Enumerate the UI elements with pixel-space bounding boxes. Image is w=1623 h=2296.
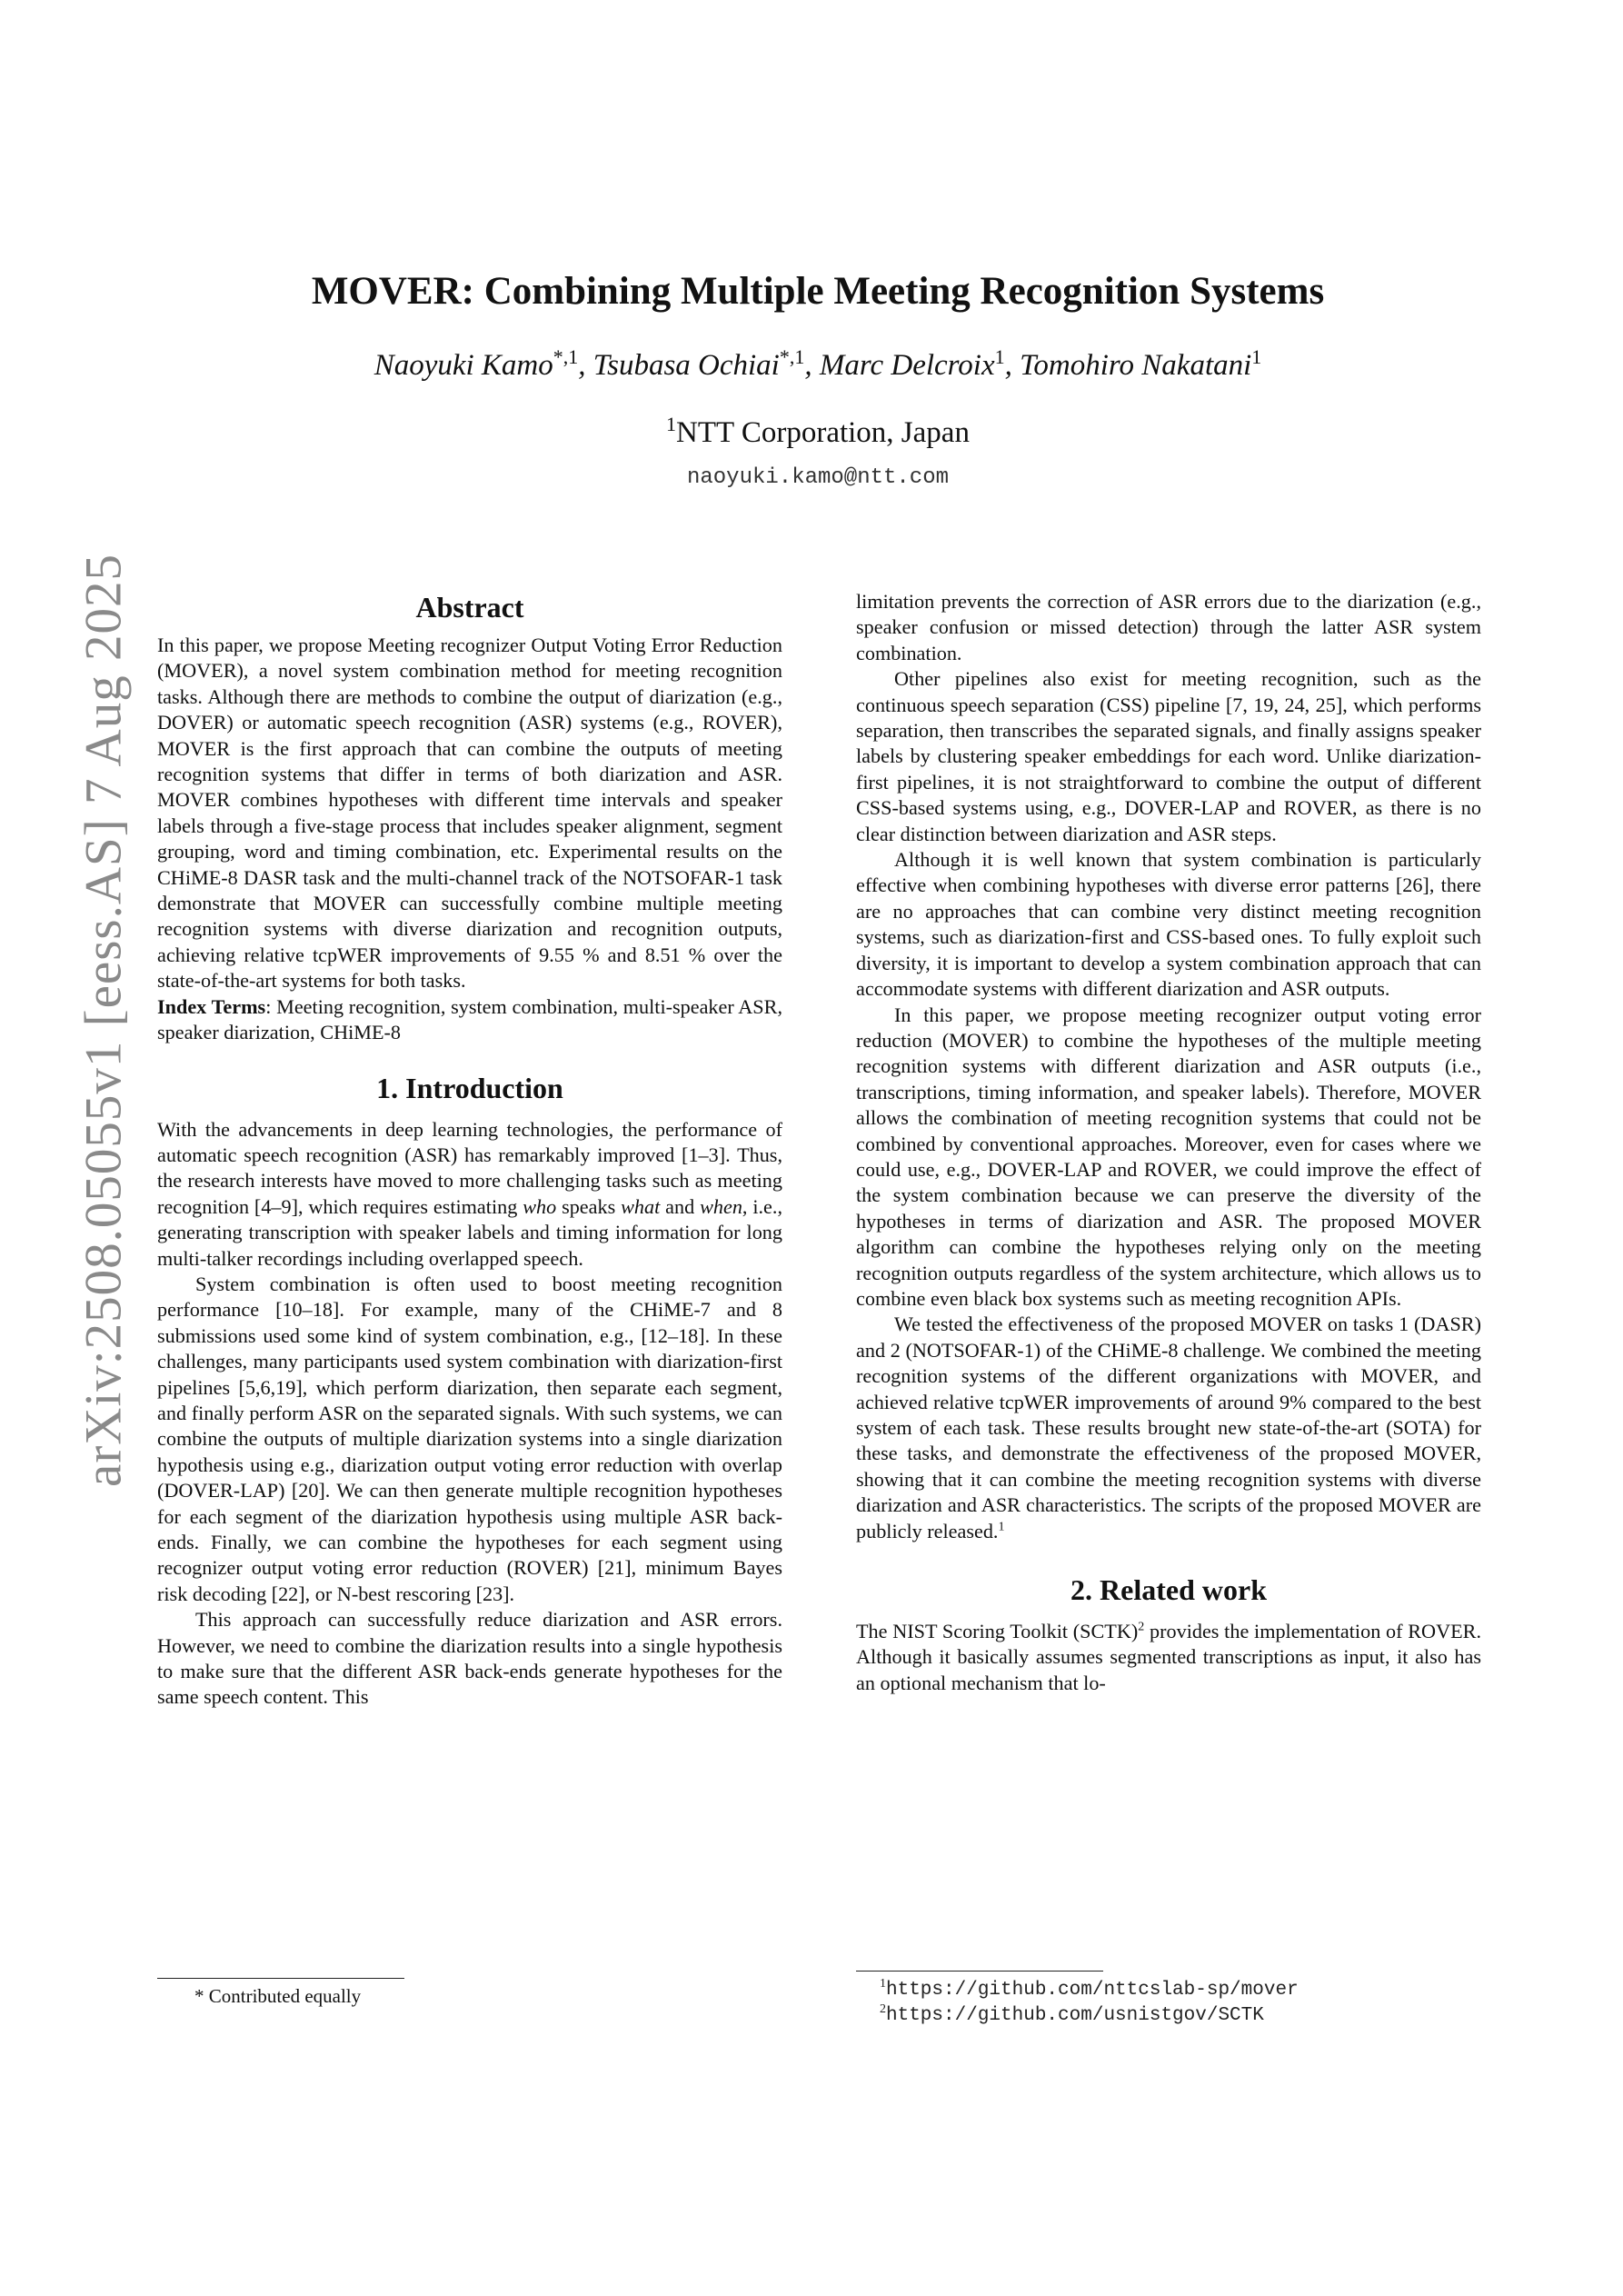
footnote-link[interactable]: https://github.com/usnistgov/SCTK	[886, 2005, 1264, 2026]
intro-paragraph: System combination is often used to boost meeting recognition performance [10–18]. For example, many of the CHiME-7 and 8 submissions used some kind of system combination, e.g., [12–18]. In these challenges, many participants used system combination with diarization-first pipelines [5,6,19], which perform diarization, then separate each segment, and finally perform ASR on the separated signals. With such systems, we can combine the outputs of multiple diarization systems into a single diarization hypothesis using e.g., diarization output voting error reduction with overlap (DOVER-LAP) [20]. We can then generate multiple recognition hypotheses for each segment of the diarization hypothesis using multiple ASR back-ends. Finally, we can combine the hypotheses for each segment using recognizer output voting error reduction (ROVER) [21], minimum Bayes risk decoding [22], or N-best rescoring [23].	[157, 1272, 782, 1605]
affiliation-mark: 1	[666, 413, 677, 435]
intro-paragraph: In this paper, we propose meeting recognizer output voting error reduction (MOVER) to combine the hypotheses of the multiple meeting recognition systems with different diarization and ASR outputs (i.e., transcriptions, timing information, and speaker labels). Therefore, MOVER allows the combination of meeting recognition systems that could not be combined by conventional approaches. Moreover, even for cases where we could use, e.g., DOVER-LAP and ROVER, we could improve the effect of the system combination because we can preserve the diversity of the hypotheses in terms of diarization and ASR. The proposed MOVER algorithm can combine the hypotheses relying only on the meeting recognition outputs regardless of the system architecture, which allows us to combine even black box systems such as meeting recognition APIs.	[856, 1003, 1481, 1310]
author-list: Naoyuki Kamo$^{*,1}$, Tsubasa Ochiai$^{*,1}$, Marc Delcroix$^1$, Tomohiro Nakatani$^1$	[373, 345, 1262, 382]
author-name: Naoyuki Kamo	[373, 349, 553, 382]
intro-text: , i.e., generating transcription with speaker labels and timing information for long multi-talker recordings including overlapped speech.	[157, 1194, 783, 1270]
emphasis-when: when	[700, 1194, 742, 1218]
intro-paragraph: Other pipelines also exist for meeting recognition, such as the continuous speech separation (CSS) pipeline [7, 19, 24, 25], which performs separation, then transcribes the separated signals, and finally assigns speaker labels by clustering speaker embeddings for each word. Unlike diarization-first pipelines, it is not straightforward to combine the output of different CSS-based systems using, e.g., DOVER-LAP and ROVER, as there is no clear distinction between diarization and ASR steps.	[856, 667, 1481, 845]
left-column	[157, 589, 782, 1711]
footnote-url[interactable]	[880, 2002, 1264, 2026]
contact-email: naoyuki.kamo@ntt.com	[686, 465, 950, 490]
related-work-heading: 2. Related work	[1070, 1573, 1267, 1607]
author-mark: *,1	[779, 345, 805, 368]
emphasis-what: what	[621, 1194, 661, 1218]
related-paragraph	[856, 1619, 1481, 1696]
abstract-heading: Abstract	[415, 591, 524, 624]
footnote-rule	[856, 1971, 1103, 1972]
author-mark: 1	[994, 345, 1005, 368]
related-text: The NIST Scoring Toolkit (SCTK)	[856, 1620, 1139, 1643]
right-column	[856, 589, 1481, 1696]
intro-paragraph: Although it is well known that system combination is particularly effective when combining hypotheses with diverse error patterns [26], there are no approaches that can combine very distinct meeting recognition systems, such as diarization-first and CSS-based ones. To fully exploit such diversity, it is important to develop a system combination approach that can accommodate systems with different diarization and ASR outputs.	[856, 848, 1481, 1001]
paper-title: MOVER: Combining Multiple Meeting Recognition Systems	[311, 270, 1325, 313]
affiliation-text: NTT Corporation, Japan	[676, 416, 970, 449]
intro-text: We tested the effectiveness of the proposed MOVER on tasks 1 (DASR) and 2 (NOTSOFAR-1) of the CHiME-8 challenge. We combined the meeting recognition systems of the different organizations with MOVER, and achieved relative tcpWER improvements of around 9% compared to the best system of each task. These results brought new state-of-the-art (SOTA) for these tasks, and demonstrate the effectiveness of the proposed MOVER, showing that it can combine the meeting recognition systems with diverse diarization and ASR characteristics. The scripts of the proposed MOVER are publicly released.	[856, 1313, 1481, 1542]
intro-heading: 1. Introduction	[376, 1071, 563, 1104]
affiliation	[154, 413, 1481, 450]
index-terms-label: Index Terms	[157, 994, 266, 1018]
intro-text: With the advancements in deep learning technologies, the performance of automatic speech recognition (ASR) has remarkably improved [1–3]. Thus, the research interests have moved to more challenging tasks such as meeting recognition [4–9], which requires estimating	[157, 1117, 782, 1218]
footnote-url[interactable]	[880, 1977, 1299, 2001]
abstract-text: In this paper, we propose Meeting recognizer Output Voting Error Reduction (MOVER), a novel system combination method for meeting recognition tasks. Although there are methods to combine the output of diarization (e.g., DOVER) or automatic speech recognition (ASR) systems (e.g., ROVER), MOVER is the first approach that can combine the outputs of meeting recognition systems that differ in terms of both diarization and ASR. MOVER combines hypotheses with different time intervals and speaker labels through a five-stage process that includes speaker alignment, segment grouping, word and timing combination, etc. Experimental results on the CHiME-8 DASR task and the multi-channel track of the NOTSOFAR-1 task demonstrate that MOVER can successfully combine multiple meeting recognition systems with diverse diarization and recognition outputs, achieving relative tcpWER improvements of 9.55 % and 8.51 % over the state-of-the-art systems for both tasks.	[157, 634, 782, 993]
author-name: Tsubasa Ochiai	[592, 349, 780, 382]
intro-text: and	[660, 1194, 701, 1218]
footnote-mark: 1	[880, 1977, 886, 1991]
footnote-mark: 2	[880, 2002, 886, 2016]
author-mark: *,1	[553, 345, 579, 368]
intro-paragraph	[856, 1312, 1481, 1544]
footnote-mark: 2	[1138, 1620, 1145, 1634]
author-name: Marc Delcroix	[819, 349, 995, 382]
intro-paragraph: This approach can successfully reduce diarization and ASR errors. However, we need to combine the diarization results into a single hypothesis to make sure that the different ASR back-ends generate hypotheses for the same speech content. This	[157, 1608, 782, 1709]
emphasis-who: who	[523, 1194, 557, 1218]
intro-paragraph	[157, 1117, 782, 1272]
author-mark: 1	[1251, 345, 1262, 368]
index-terms	[157, 994, 782, 1046]
footnote-mark: 1	[998, 1520, 1005, 1534]
intro-text: speaks	[556, 1194, 622, 1218]
related-text: provides the implementation of ROVER. Although it basically assumes segmented transcriptions as input, it also has an optional mechanism that lo-	[856, 1620, 1482, 1694]
footnote-link[interactable]: https://github.com/nttcslab-sp/mover	[886, 1980, 1299, 2001]
author-name: Tomohiro Nakatani	[1020, 349, 1252, 382]
footnote-contributed: * Contributed equally	[194, 1985, 362, 2007]
intro-paragraph-continued: limitation prevents the correction of ASR errors due to the diarization (e.g., speaker confusion or missed detection) through the latter ASR system combination.	[856, 590, 1481, 664]
index-terms-text: : Meeting recognition, system combination, multi-speaker ASR, speaker diarization, CHiME-8	[157, 994, 782, 1044]
arxiv-identifier-stamp: arXiv:2508.05055v1 [eess.AS] 7 Aug 2025	[75, 554, 133, 1487]
footnote-rule	[157, 1978, 404, 1979]
